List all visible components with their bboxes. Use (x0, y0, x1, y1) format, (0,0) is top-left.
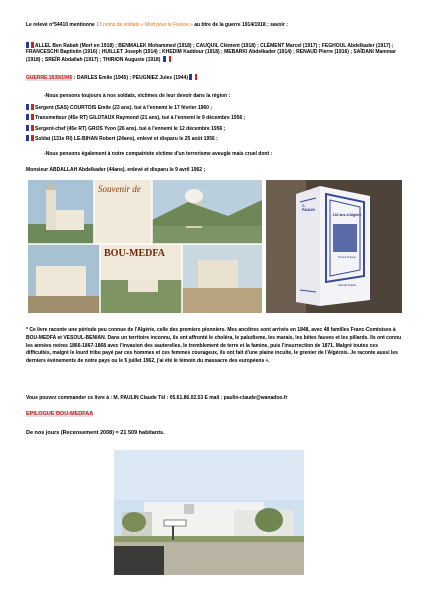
french-flag-icon (189, 74, 197, 80)
order-line (26, 395, 402, 401)
town-photo (114, 450, 304, 575)
census-line: De nos jours (Recensement 2008) = 21 509 habitants. (26, 430, 165, 436)
ww2-names: : DARLES Emile (1945) ; PEUGNIEZ Jules (1944) (72, 75, 189, 81)
postcard-image (28, 180, 262, 313)
abdallah-line: Monsieur ABDALLAH Abdelkader (44ans). enlevé et disparu le 9 avril 1962 ; (26, 167, 206, 173)
ww1-names-text: ALLEL Ben Rabah (Mort en 1918) ; BENMALEK Mohammed (1918) ; CAUQUIL Clément (1918) ; CLÉMENT Marcel (1917) ; FEGHOUL Abdelkader (1917) ; FRANCESCHI Baptistin (1916) ; HUILLET Joseph (1914) ; KHEDIM Kaddour (1918) ; MEBARKI Abdelkader (1914) ; RENAUD Pierre (1916) ; SAÏDANI Mammar (1918) ; SREÏR Abdallah (1917) ; THIRION Auguste (1918) (26, 43, 396, 63)
terrorism-heading: -Nous pensons également à notre compatriote victime d'un terrorisme aveugle mais cruel dont : (44, 151, 273, 157)
list-item (26, 104, 402, 111)
town-label: BOU-MEDFA (104, 248, 165, 259)
book-photo (266, 180, 402, 313)
french-flag-icon (163, 56, 171, 62)
intro-count: 13 noms de soldats « Mort pour la France » (96, 22, 193, 28)
ww1-names (26, 42, 402, 63)
soldiers-heading: -Nous pensons toujours à nos soldats, victimes de leur devoir dans la région : (44, 93, 231, 99)
french-flag-icon (26, 42, 34, 48)
soldier-text: Soldat (131e RI) LE-BIHAN Robert (24ans), enlevé et disparu le 25 août 1956 ; (35, 136, 218, 143)
book-illustration (266, 180, 402, 313)
ww2-label: GUERRE 1939/1945 (26, 75, 73, 81)
intro-post: au titre de la guerre 1914/1918 ; savoir : (192, 22, 288, 28)
soldier-text: Sergent-chef (45e RT) GROS Yvon (26 ans). tué à l'ennemi le 12 décembre 1956 ; (35, 125, 226, 132)
spine-author: C. PAULIN (302, 204, 315, 212)
town-photo-illustration (114, 450, 304, 575)
soldiers-list (26, 104, 402, 143)
book-paragraph: * Ce livre raconte une période peu connue de l'Algérie, celle des premiers pionniers. Mes ancêtres sont arrivés en 1848, avec 48 familles Franc-Comtoises à BOU-MEDFA et VESOUL-BENIAN. Dans un territoire inconnu, ils ont affronté le choléra, le paludisme, les marais, les bêtes fauves et les pillards. Ils ont connu les années noires 1866-1867-1868 avec l'invasion des sauterelles, le tremblement de terre et la famine, puis l'insurrection de 1871. Malgré toutes ces difficultés, malgré le lourd tribu payé par ces hommes et ces femmes courageux, ils ont fait d'une plaine inculte, le grenier de l'Algérois. Je raconte aussi les derniers événements de notre pays ou le 5 juillet 1962, j'ai été le témoin du massacre des européens ». (26, 327, 402, 365)
french-flag-icon (26, 125, 34, 131)
french-flag-icon (26, 135, 34, 141)
order-text: Vous pouvez commander ce livre à : M. PAULIN Claude Tél : 05.61.86.02.53 E mail : paulin-claude@wanadoo.fr (26, 395, 288, 401)
cover-title: 132 ans d'Algérie (332, 213, 362, 217)
intro-pre: Le relevé n°54410 mentionne (26, 22, 97, 28)
soldier-text: Transmetteur (45e RT) GILOTAUX Raymond (21 ans), tué à l'ennemi le 9 décembre 1956 ; (35, 115, 246, 122)
epilogue-heading (26, 411, 402, 417)
list-item (26, 135, 402, 142)
souvenir-label: Souvenir de (98, 184, 141, 194)
soldier-text: Sergent (SAS) COURTOIS Emile (23 ans), tué à l'ennemi le 17 février 1960 ; (35, 105, 212, 111)
cover-author: Claude Paulin (337, 283, 357, 287)
french-flag-icon (26, 104, 34, 110)
french-flag-icon (26, 114, 34, 120)
list-item (26, 114, 402, 121)
intro-text (26, 22, 402, 28)
cover-subtitle: Tout à l'heure (338, 255, 356, 259)
postcard-illustration (28, 180, 262, 313)
ww2-line (26, 74, 402, 81)
epilogue-label: EPILOGUE BOU-MEDFAA (26, 411, 94, 417)
list-item (26, 125, 402, 132)
